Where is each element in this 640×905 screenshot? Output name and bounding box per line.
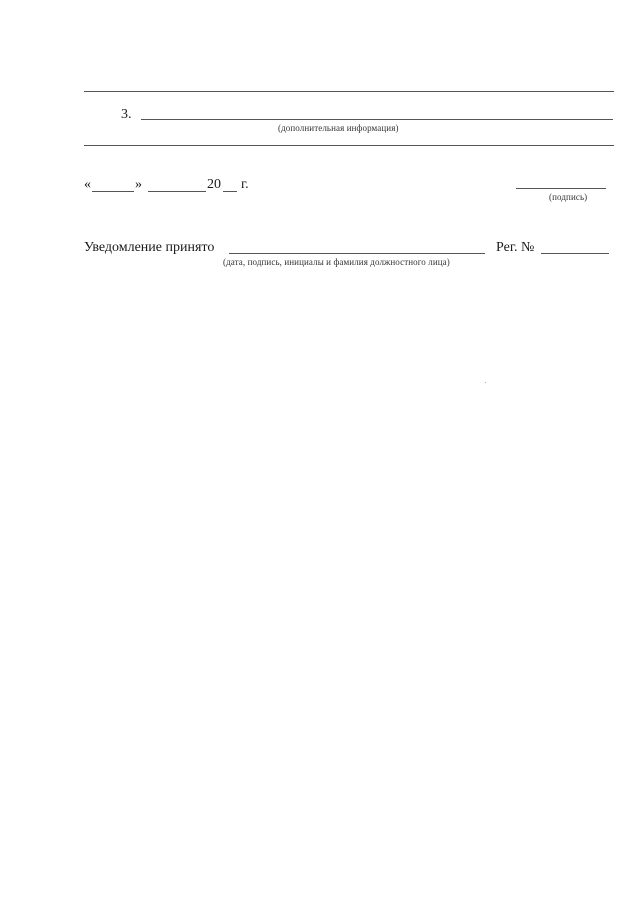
scan-speck bbox=[485, 382, 486, 383]
date-close-quote: » bbox=[135, 177, 142, 192]
date-year-suffix: г. bbox=[241, 177, 249, 192]
acceptance-label: Уведомление принято bbox=[84, 240, 215, 255]
date-month-field[interactable] bbox=[148, 191, 206, 192]
date-year-field[interactable] bbox=[223, 191, 237, 192]
item-3-fill-line[interactable] bbox=[141, 119, 613, 120]
acceptance-caption: (дата, подпись, инициалы и фамилия должностного лица) bbox=[223, 257, 450, 267]
date-open-quote: « bbox=[84, 177, 91, 192]
registration-number-field[interactable] bbox=[541, 253, 609, 254]
acceptance-official-field[interactable] bbox=[229, 253, 485, 254]
item-3-continuation-rule[interactable] bbox=[84, 145, 614, 146]
date-day-field[interactable] bbox=[92, 191, 134, 192]
date-year-prefix: 20 bbox=[207, 177, 221, 192]
top-rule bbox=[84, 91, 614, 92]
signature-caption: (подпись) bbox=[549, 192, 588, 202]
item-3-number: 3. bbox=[121, 107, 132, 122]
signature-field[interactable] bbox=[516, 188, 606, 189]
item-3-caption: (дополнительная информация) bbox=[278, 123, 399, 133]
registration-label: Рег. № bbox=[496, 240, 535, 255]
